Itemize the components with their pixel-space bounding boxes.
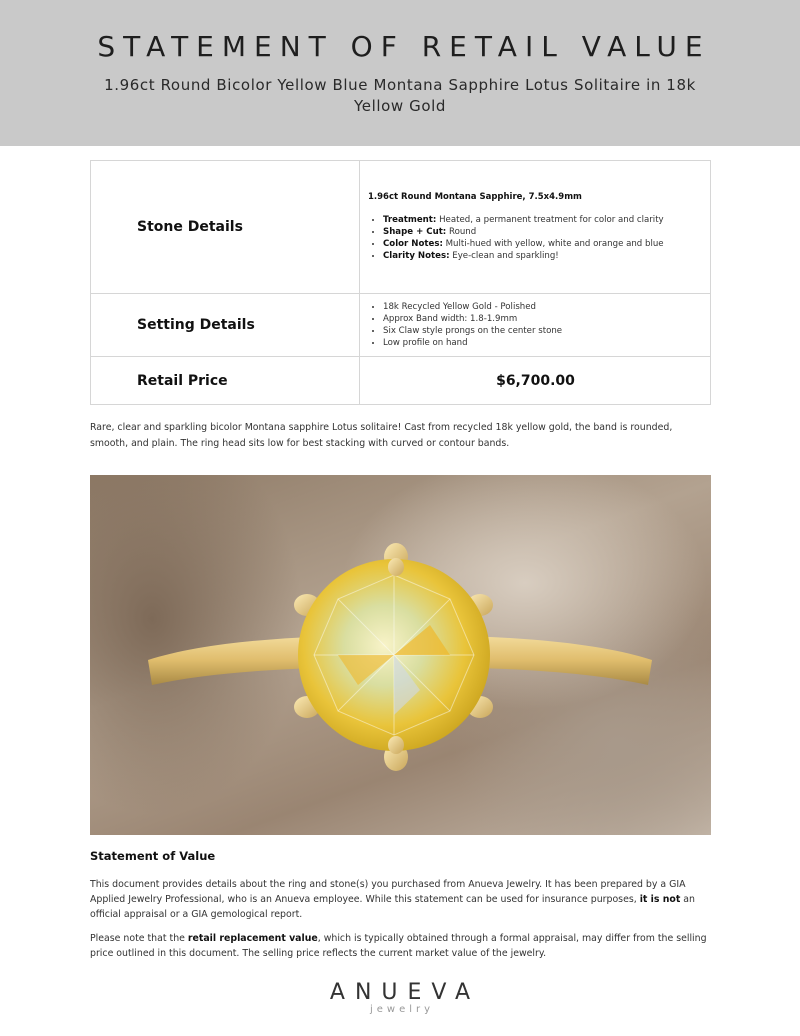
list-item: • 18k Recycled Yellow Gold - Polished xyxy=(383,301,562,313)
statement-paragraph-1: This document provides details about the ring and stone(s) you purchased from Anueva Jewelry. It has been prepared by a GIA Applied Jewelry Professional, who is an Anueva employee. While this statement can be used for insurance purposes, it is not an official appraisal or a GIA gemological report. xyxy=(90,879,695,920)
prong-tip xyxy=(388,558,404,576)
anueva-logo: ANUEVA xyxy=(329,980,481,1005)
retail-price-value: $6,700.00 xyxy=(496,372,575,389)
list-item: • Clarity Notes: Eye-clean and sparkling! xyxy=(383,250,664,262)
setting-details-value-cell xyxy=(361,294,710,356)
header-banner xyxy=(0,0,800,146)
product-description: Rare, clear and sparkling bicolor Montana sapphire Lotus solitaire! Cast from recycled 18k yellow gold, the band is rounded, smooth, and plain. The ring head sits low for best stacking with curved or contour bands. xyxy=(90,422,673,449)
stone-details-row xyxy=(91,161,710,294)
list-item: • Shape + Cut: Round xyxy=(383,226,664,238)
stone-details-list xyxy=(368,214,664,262)
setting-details-label-cell xyxy=(91,294,360,356)
stone-details-value-cell xyxy=(361,161,710,293)
page-title: STATEMENT OF RETAIL VALUE xyxy=(97,30,711,63)
list-item: • Treatment: Heated, a permanent treatment for color and clarity xyxy=(383,214,664,226)
setting-details-row xyxy=(91,294,710,357)
list-item: • Six Claw style prongs on the center stone xyxy=(383,325,562,337)
list-item: • Color Notes: Multi-hued with yellow, white and orange and blue xyxy=(383,238,664,250)
setting-details-label: Setting Details xyxy=(137,317,255,333)
retail-price-label-cell xyxy=(91,357,360,404)
ring-photo xyxy=(90,475,711,835)
ring-illustration xyxy=(90,475,711,835)
anueva-logo-subtext: jewelry xyxy=(369,1004,435,1015)
retail-price-label: Retail Price xyxy=(137,372,228,389)
prong-tip xyxy=(388,736,404,754)
retail-price-value-cell xyxy=(361,357,710,404)
list-item: • Low profile on hand xyxy=(383,337,562,349)
product-subtitle: 1.96ct Round Bicolor Yellow Blue Montana Sapphire Lotus Solitaire in 18k Yellow Gold xyxy=(104,76,696,115)
retail-price-row xyxy=(91,357,710,404)
list-item: • Approx Band width: 1.8-1.9mm xyxy=(383,313,562,325)
stone-heading: 1.96ct Round Montana Sapphire, 7.5x4.9mm xyxy=(368,192,582,202)
setting-details-list xyxy=(368,301,562,349)
statement-heading: Statement of Value xyxy=(90,849,216,863)
statement-paragraph-2: Please note that the retail replacement value, which is typically obtained through a formal appraisal, may differ from the selling price outlined in this document. The selling price reflects the current market value of the jewelry. xyxy=(90,933,707,959)
details-table xyxy=(90,160,711,405)
stone-details-label-cell xyxy=(91,161,360,293)
stone-details-label: Stone Details xyxy=(137,219,243,235)
